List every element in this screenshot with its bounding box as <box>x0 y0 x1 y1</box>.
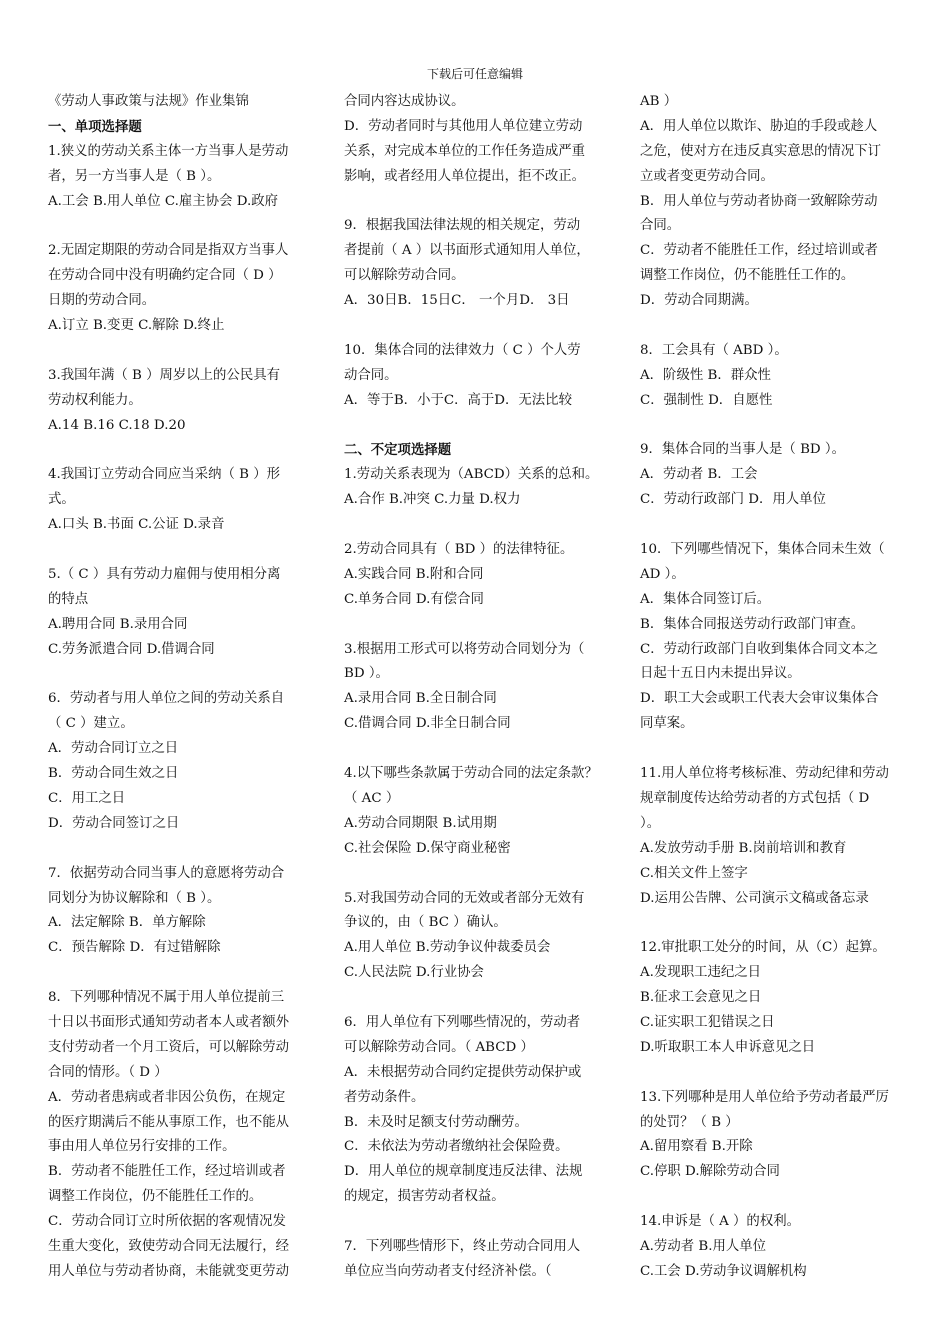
text-line: （ C ）建立。 <box>48 716 134 732</box>
text-line: 5.（ C ）具有劳动力雇佣与使用相分离 <box>48 566 281 582</box>
text-line: 动合同。 <box>344 367 398 383</box>
text-line: （ AC ） <box>344 790 400 806</box>
text-line: 事由用人单位另行安排的工作。 <box>48 1139 236 1155</box>
text-line: D．用人单位的规章制度违反法律、法规 <box>344 1164 583 1180</box>
text-line: 8．工会具有（ ABD ）。 <box>640 342 788 358</box>
blank-line <box>48 961 318 986</box>
text-line: A.用人单位 B.劳动争议仲裁委员会 <box>344 940 551 956</box>
text-line: C.证实职工犯错误之日 <box>640 1014 775 1030</box>
text-line: 规章制度传达给劳动者的方式包括（ D <box>640 790 870 806</box>
text-line: B．劳动合同生效之日 <box>48 766 179 782</box>
text-line: 十日以书面形式通知劳动者本人或者额外 <box>48 1014 290 1030</box>
blank-line <box>344 1210 614 1235</box>
text-line: B．未及时足额支付劳动酬劳。 <box>344 1114 528 1130</box>
blank-line <box>640 911 910 936</box>
blank-line <box>48 214 318 239</box>
text-line: D．劳动合同期满。 <box>640 293 758 309</box>
text-line: C.相关文件上签字 <box>640 865 748 881</box>
text-line: C.社会保险 D.保守商业秘密 <box>344 840 511 856</box>
text-line: BD ）。 <box>344 666 389 682</box>
text-line: A.发放劳动手册 B.岗前培训和教育 <box>640 840 847 856</box>
text-line: A．用人单位以欺诈、胁迫的手段或趁人 <box>640 118 878 134</box>
text-line: AB ） <box>640 94 678 109</box>
text-line: 同草案。 <box>640 716 694 732</box>
text-line: A．法定解除 B．单方解除 <box>48 915 206 931</box>
text-line: 1.劳动关系表现为（ABCD）关系的总和。 <box>344 467 599 483</box>
page-header: 下载后可任意编辑 <box>426 67 523 81</box>
text-line: 7．依据劳动合同当事人的意愿将劳动合 <box>48 865 285 881</box>
text-line: 日期的劳动合同。 <box>48 293 156 309</box>
text-line: 调整工作岗位，仍不能胜任工作的。 <box>640 268 855 284</box>
text-line: C.单务合同 D.有偿合同 <box>344 591 484 607</box>
text-line: A.留用察看 B.开除 <box>640 1139 753 1155</box>
section-heading: 二、不定项选择题 <box>344 442 452 459</box>
blank-line <box>344 414 614 439</box>
section-heading: 一、单项选择题 <box>48 118 142 135</box>
text-line: A．集体合同签订后。 <box>640 591 771 607</box>
text-line: A.劳动者 B.用人单位 <box>640 1238 767 1254</box>
text-line: C.借调合同 D.非全日制合同 <box>344 716 511 732</box>
text-line: C.劳务派遣合同 D.借调合同 <box>48 641 215 657</box>
text-line: 调整工作岗位，仍不能胜任工作的。 <box>48 1189 263 1205</box>
text-line: A．劳动者患病或者非因公负伤，在规定 <box>48 1089 286 1105</box>
blank-line <box>344 613 614 638</box>
text-line: D．职工大会或职工代表大会审议集体合 <box>640 691 879 707</box>
blank-line <box>48 538 318 563</box>
text-line: 7．下列哪些情形下，终止劳动合同用人 <box>344 1238 581 1254</box>
text-line: 者，另一方当事人是（ B ）。 <box>48 168 221 184</box>
text-line: 1.狭义的劳动关系主体一方当事人是劳动 <box>48 143 289 159</box>
text-line: 11.用人单位将考核标准、劳动纪律和劳动 <box>640 766 889 782</box>
column-1 <box>48 90 318 1285</box>
blank-line <box>344 314 614 339</box>
text-line: C．劳动行政部门 D．用人单位 <box>640 492 826 508</box>
text-line: ）。 <box>640 815 661 831</box>
text-line: A.劳动合同期限 B.试用期 <box>344 815 497 831</box>
text-line: 立或者变更劳动合同。 <box>640 168 774 184</box>
text-line: 8．下列哪种情况不属于用人单位提前三 <box>48 990 285 1006</box>
text-line: 5.对我国劳动合同的无效或者部分无效有 <box>344 890 585 906</box>
text-line: 2.无固定期限的劳动合同是指双方当事人 <box>48 243 289 259</box>
text-line: 用人单位与劳动者协商，未能就变更劳动 <box>48 1263 290 1279</box>
text-line: 争议的，由（ BC ）确认。 <box>344 915 507 931</box>
text-line: D.听取职工本人申诉意见之日 <box>640 1039 816 1055</box>
text-line: C．未依法为劳动者缴纳社会保险费。 <box>344 1139 569 1155</box>
text-line: 可以解除劳动合同。（ ABCD ） <box>344 1039 534 1055</box>
blank-line <box>344 513 614 538</box>
text-line: 9．集体合同的当事人是（ BD ）。 <box>640 442 845 458</box>
text-line: C．用工之日 <box>48 790 126 806</box>
text-line: B．劳动者不能胜任工作，经过培训或者 <box>48 1164 286 1180</box>
text-line: 同划分为协议解除和（ B ）。 <box>48 890 221 906</box>
text-line: 6．劳动者与用人单位之间的劳动关系自 <box>48 691 285 707</box>
text-line: B．用人单位与劳动者协商一致解除劳动 <box>640 193 878 209</box>
text-line: A．30日B．15日C． 一个月D． 3日 <box>344 293 570 309</box>
text-line: 者劳动条件。 <box>344 1089 425 1105</box>
text-line: A.聘用合同 B.录用合同 <box>48 616 188 632</box>
text-line: C.人民法院 D.行业协会 <box>344 965 484 981</box>
text-line: D．劳动合同签订之日 <box>48 815 180 831</box>
text-line: A．劳动合同订立之日 <box>48 741 179 757</box>
text-line: 的规定，损害劳动者权益。 <box>344 1189 505 1205</box>
text-line: 9．根据我国法律法规的相关规定，劳动 <box>344 218 581 234</box>
text-line: 2.劳动合同具有（ BD ）的法律特征。 <box>344 542 574 558</box>
text-line: A.14 B.16 C.18 D.20 <box>48 417 186 433</box>
text-line: 3.根据用工形式可以将劳动合同划分为（ <box>344 641 585 657</box>
text-line: 之危，使对方在违反真实意思的情况下订 <box>640 143 882 159</box>
blank-line <box>48 339 318 364</box>
text-line: 4.以下哪些条款属于劳动合同的法定条款？ <box>344 766 598 782</box>
text-line: A．等于B．小于C．高于D．无法比较 <box>344 392 572 408</box>
text-line: 合同内容达成协议。 <box>344 94 465 109</box>
text-line: A.合作 B.冲突 C.力量 D.权力 <box>344 492 521 508</box>
text-line: 生重大变化，致使劳动合同无法履行，经 <box>48 1238 290 1254</box>
text-line: 的处罚？（ B ） <box>640 1114 739 1130</box>
text-line: C．劳动者不能胜任工作，经过培训或者 <box>640 243 878 259</box>
text-line: A．阶级性 B．群众性 <box>640 367 771 383</box>
blank-line <box>344 862 614 887</box>
text-line: 10．下列哪些情况下，集体合同未生效（ <box>640 542 885 558</box>
text-line: C．强制性 D．自愿性 <box>640 392 773 408</box>
text-line: 合同。 <box>640 218 681 234</box>
text-line: C.停职 D.解除劳动合同 <box>640 1164 780 1180</box>
text-line: A.实践合同 B.附和合同 <box>344 566 484 582</box>
text-line: 关系，对完成本单位的工作任务造成严重 <box>344 143 586 159</box>
blank-line <box>344 986 614 1011</box>
text-line: 的医疗期满后不能从事原工作，也不能从 <box>48 1114 290 1130</box>
text-line: B．集体合同报送劳动行政部门审查。 <box>640 616 865 632</box>
text-line: 13.下列哪种是用人单位给予劳动者最严厉 <box>640 1089 889 1105</box>
text-line: 3.我国年满（ B ）周岁以上的公民具有 <box>48 367 280 383</box>
text-line: B.征求工会意见之日 <box>640 990 762 1006</box>
text-line: 4.我国订立劳动合同应当采纳（ B ）形 <box>48 467 280 483</box>
blank-line <box>640 1061 910 1086</box>
blank-line <box>344 190 614 215</box>
text-line: 影响，或者经用人单位提出，拒不改正。 <box>344 168 586 184</box>
text-line: 式。 <box>48 492 75 508</box>
column-3 <box>640 90 910 1285</box>
text-line: 12.审批职工处分的时间，从（C）起算。 <box>640 940 886 956</box>
blank-line <box>640 314 910 339</box>
text-line: 合同的情形。（ D ） <box>48 1064 168 1080</box>
text-line: A.工会 B.用人单位 C.雇主协会 D.政府 <box>48 193 279 209</box>
blank-line <box>48 662 318 687</box>
text-line: 劳动权利能力。 <box>48 392 142 408</box>
text-line: C．劳动合同订立时所依据的客观情况发 <box>48 1214 286 1230</box>
blank-line <box>640 737 910 762</box>
text-line: D.运用公告牌、公司演示文稿或备忘录 <box>640 890 869 906</box>
text-line: A．劳动者 B．工会 <box>640 467 758 483</box>
text-line: 日起十五日内未提出异议。 <box>640 666 801 682</box>
text-line: 的特点 <box>48 591 89 607</box>
text-line: 可以解除劳动合同。 <box>344 268 465 284</box>
text-line: A.录用合同 B.全日制合同 <box>344 691 497 707</box>
column-2 <box>344 90 614 1285</box>
blank-line <box>344 737 614 762</box>
text-line: A．未根据劳动合同约定提供劳动保护或 <box>344 1064 582 1080</box>
text-line: A.发现职工违纪之日 <box>640 965 762 981</box>
text-line: 6．用人单位有下列哪些情况的，劳动者 <box>344 1014 581 1030</box>
text-line: A.口头 B.书面 C.公证 D.录音 <box>48 517 225 533</box>
blank-line <box>640 414 910 439</box>
blank-line <box>640 1185 910 1210</box>
text-line: 者提前（ A ）以书面形式通知用人单位， <box>344 243 590 259</box>
text-line: AD ）。 <box>640 566 685 582</box>
text-line: C．预告解除 D．有过错解除 <box>48 940 221 956</box>
text-line: 10．集体合同的法律效力（ C ）个人劳 <box>344 342 581 358</box>
blank-line <box>640 513 910 538</box>
text-line: D．劳动者同时与其他用人单位建立劳动 <box>344 118 583 134</box>
blank-line <box>48 438 318 463</box>
text-line: 单位应当向劳动者支付经济补偿。（ <box>344 1263 552 1279</box>
text-line: 《劳动人事政策与法规》作业集锦 <box>48 94 249 109</box>
text-line: 在劳动合同中没有明确约定合同（ D ） <box>48 268 282 284</box>
text-line: 支付劳动者一个月工资后，可以解除劳动 <box>48 1039 290 1055</box>
text-line: C．劳动行政部门自收到集体合同文本之 <box>640 641 878 657</box>
text-line: 14.申诉是（ A ）的权利。 <box>640 1214 800 1230</box>
text-line: A.订立 B.变更 C.解除 D.终止 <box>48 318 225 334</box>
text-line: C.工会 D.劳动争议调解机构 <box>640 1263 807 1279</box>
blank-line <box>48 837 318 862</box>
